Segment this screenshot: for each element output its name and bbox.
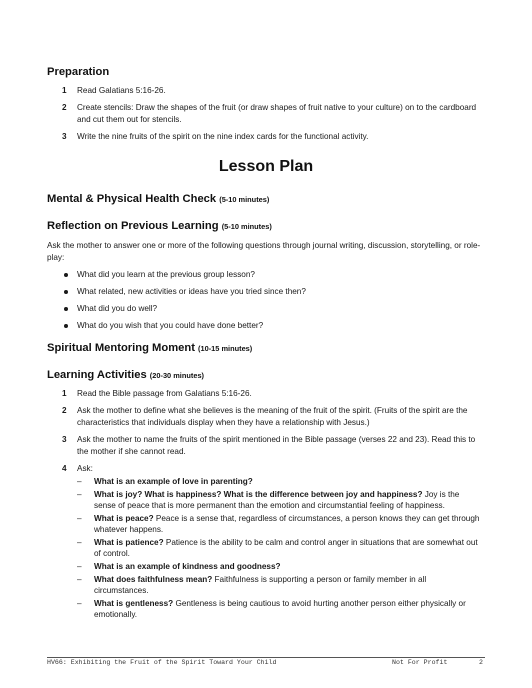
page-number: 2 — [479, 659, 483, 666]
list-item: 2 Ask the mother to define what she believes is the meaning of the fruit of the spirit. (Fruits of the spirit are the characteristics that individuals display when they have a relationship with Jesus.) — [62, 406, 468, 427]
preparation-list — [47, 85, 483, 148]
ask-questions-list — [77, 476, 481, 622]
list-item: 2 Create stencils: Draw the shapes of the fruit (or draw shapes of fruit native to your culture) on to the cardboard and cut them out for stencils. — [62, 103, 477, 124]
dash-bullet: – — [77, 599, 82, 608]
bullet-icon — [64, 324, 68, 328]
list-item: 4 Ask: — [62, 464, 93, 473]
bullet-icon — [64, 307, 68, 311]
lesson-plan-title: Lesson Plan — [218, 158, 314, 175]
list-item: What did you learn at the previous group lesson? — [47, 269, 483, 281]
dash-bullet: – — [77, 575, 82, 584]
list-item: What did you do well? — [47, 303, 483, 315]
spiritual-mentoring-heading: Spiritual Mentoring Moment (10-15 minutes) — [47, 342, 253, 354]
dash-bullet: – — [77, 490, 82, 499]
list-item: – What is an example of love in parenting? — [77, 477, 253, 486]
list-item: – What is patience? Patience is the ability to be calm and control anger in situations that are somewhat out of control. — [77, 538, 478, 558]
list-item: – What does faithfulness mean? Faithfulness is supporting a person or family member in all circumstances. — [77, 575, 427, 595]
dash-bullet: – — [77, 514, 82, 523]
list-item: – What is joy? What is happiness? What is the difference between joy and happiness? Joy is the sense of peace that is more permanent than the emotion and circumstantial feeling of happiness. — [77, 490, 460, 510]
footer-not-for-profit: Not For Profit — [392, 659, 448, 666]
bullet-icon — [64, 290, 68, 294]
reflection-questions — [47, 269, 483, 337]
learning-activities-heading: Learning Activities (20-30 minutes) — [47, 369, 205, 381]
list-item: 3 Ask the mother to name the fruits of the spirit mentioned in the Bible passage (verses 22 and 23). Read this to the mother if she cannot read. — [62, 435, 476, 456]
learning-activities-list — [47, 388, 483, 480]
dash-bullet: – — [77, 562, 82, 571]
list-item: What do you wish that you could have done better? — [47, 320, 483, 332]
mental-health-heading: Mental & Physical Health Check (5-10 minutes) — [47, 193, 270, 205]
dash-bullet: – — [77, 477, 82, 486]
footer-divider — [47, 657, 485, 658]
list-item: 3 Write the nine fruits of the spirit on the nine index cards for the functional activity. — [62, 132, 369, 141]
reflection-heading: Reflection on Previous Learning (5-10 minutes) — [47, 220, 272, 232]
list-item: – What is peace? Peace is a sense that, regardless of circumstances, a person knows they can get through whatever happens. — [77, 514, 480, 534]
dash-bullet: – — [77, 538, 82, 547]
footer-title: HV66: Exhibiting the Fruit of the Spirit Toward Your Child — [47, 659, 277, 666]
duration-label: (5-10 minutes) — [221, 222, 272, 231]
list-item: – What is an example of kindness and goodness? — [77, 562, 281, 571]
preparation-heading: Preparation — [47, 66, 110, 78]
list-item: What related, new activities or ideas have you tried since then? — [47, 286, 483, 298]
list-item: 1 Read the Bible passage from Galatians 5:16-26. — [62, 389, 252, 398]
bullet-icon — [64, 273, 68, 277]
reflection-intro: Ask the mother to answer one or more of the following questions through journal writing, discussion, storytelling, or role-play: — [47, 241, 481, 262]
duration-label: (10-15 minutes) — [198, 344, 253, 353]
list-item: – What is gentleness? Gentleness is being cautious to avoid hurting another person either physically or emotionally. — [77, 599, 466, 619]
duration-label: (5-10 minutes) — [219, 195, 270, 204]
list-item: 1 Read Galatians 5:16-26. — [62, 86, 166, 95]
duration-label: (20-30 minutes) — [149, 371, 205, 380]
